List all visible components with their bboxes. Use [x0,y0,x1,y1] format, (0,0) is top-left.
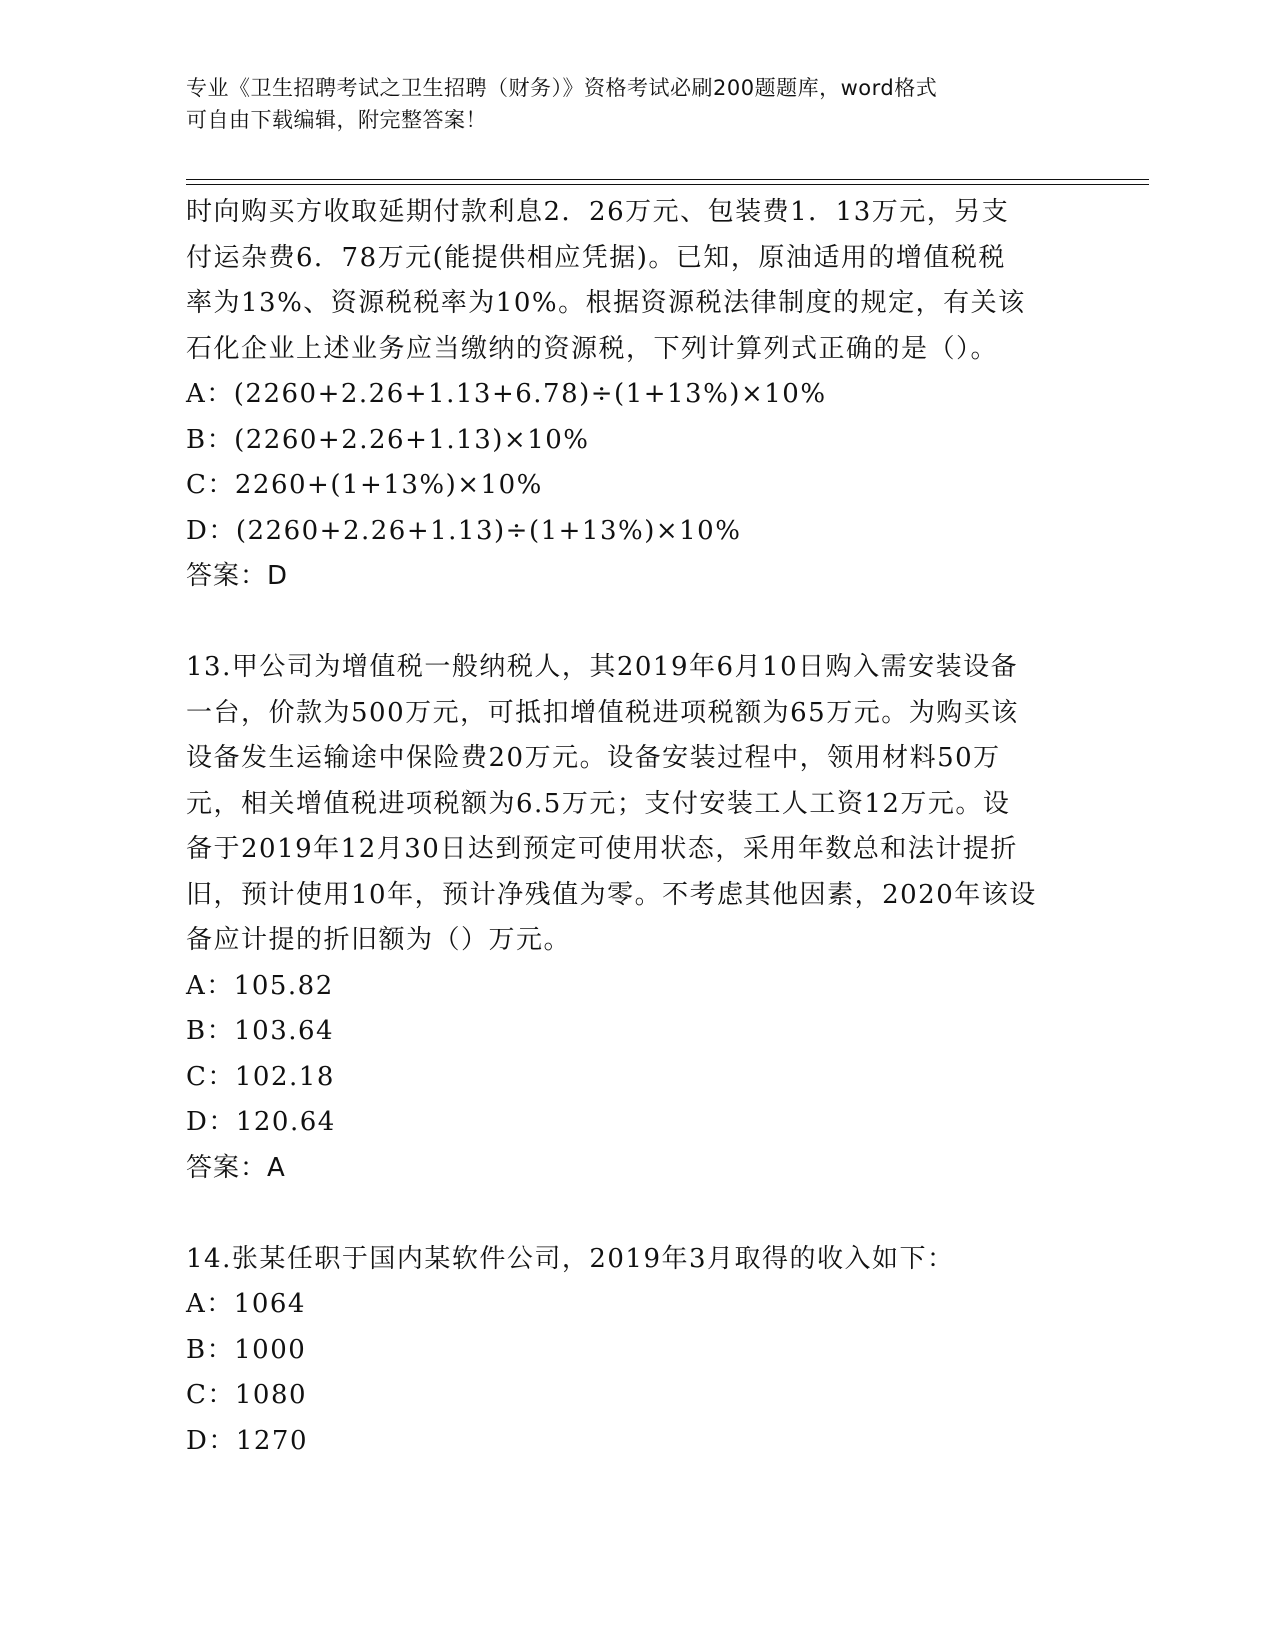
option-d: D：1270 [186,1425,309,1456]
question-stem-line: 备于2019年12月30日达到预定可使用状态，采用年数总和法计提折 [186,834,1018,864]
option-b: B：1000 [186,1334,307,1365]
spacer [186,1191,1086,1237]
header-divider [186,184,1149,185]
option-c: C：1080 [186,1380,308,1410]
question-stem-line: 13.甲公司为增值税一般纳税人，其2019年6月10日购入需安装设备 [186,652,1019,682]
question-stem-line: 旧，预计使用10年，预计净残值为零。不考虑其他因素，2020年该设 [186,879,1037,910]
question-14 [186,1237,1086,1465]
option-a: A：1064 [186,1289,306,1319]
question-stem-line: 付运杂费6．78万元(能提供相应凭据)。已知，原油适用的增值税税 [186,242,1006,273]
question-stem-line: 石化企业上述业务应当缴纳的资源税，下列计算列式正确的是（）。 [186,333,999,364]
document-body [186,190,1086,1464]
question-stem-line: 14.张某任职于国内某软件公司，2019年3月取得的收入如下： [186,1243,955,1274]
answer: 答案：D [186,561,289,591]
answer: 答案：A [186,1152,286,1183]
document-header [186,72,1066,136]
option-d: D：120.64 [186,1107,336,1137]
question-stem-line: 时向购买方收取延期付款利息2．26万元、包装费1．13万元，另支 [186,197,1010,227]
option-c: C：2260+(1+13%)×10% [186,470,543,500]
option-d: D：(2260+2.26+1.13)÷(1+13%)×10% [186,515,742,546]
option-b: B：103.64 [186,1016,335,1046]
option-a: A：105.82 [186,970,334,1001]
header-divider [186,179,1149,180]
question-stem-line: 一台，价款为500万元，可抵扣增值税进项税额为65万元。为购买该 [186,697,1019,728]
option-b: B：(2260+2.26+1.13)×10% [186,424,590,455]
header-line: 专业《卫生招聘考试之卫生招聘（财务）》资格考试必刷200题题库，word格式 [186,76,938,100]
header-line: 可自由下载编辑，附完整答案！ [186,108,487,132]
question-stem-line: 元，相关增值税进项税额为6.5万元；支付安装工人工资12万元。设 [186,788,1011,819]
question-stem-line: 率为13%、资源税税率为10%。根据资源税法律制度的规定，有关该 [186,288,1026,318]
question-stem-line: 备应计提的折旧额为（）万元。 [186,925,572,955]
option-c: C：102.18 [186,1061,335,1092]
question-13 [186,645,1086,1191]
spacer [186,600,1086,646]
question-12 [186,190,1086,600]
option-a: A：(2260+2.26+1.13+6.78)÷(1+13%)×10% [186,379,827,409]
question-stem-line: 设备发生运输途中保险费20万元。设备安装过程中，领用材料50万 [186,743,1001,773]
